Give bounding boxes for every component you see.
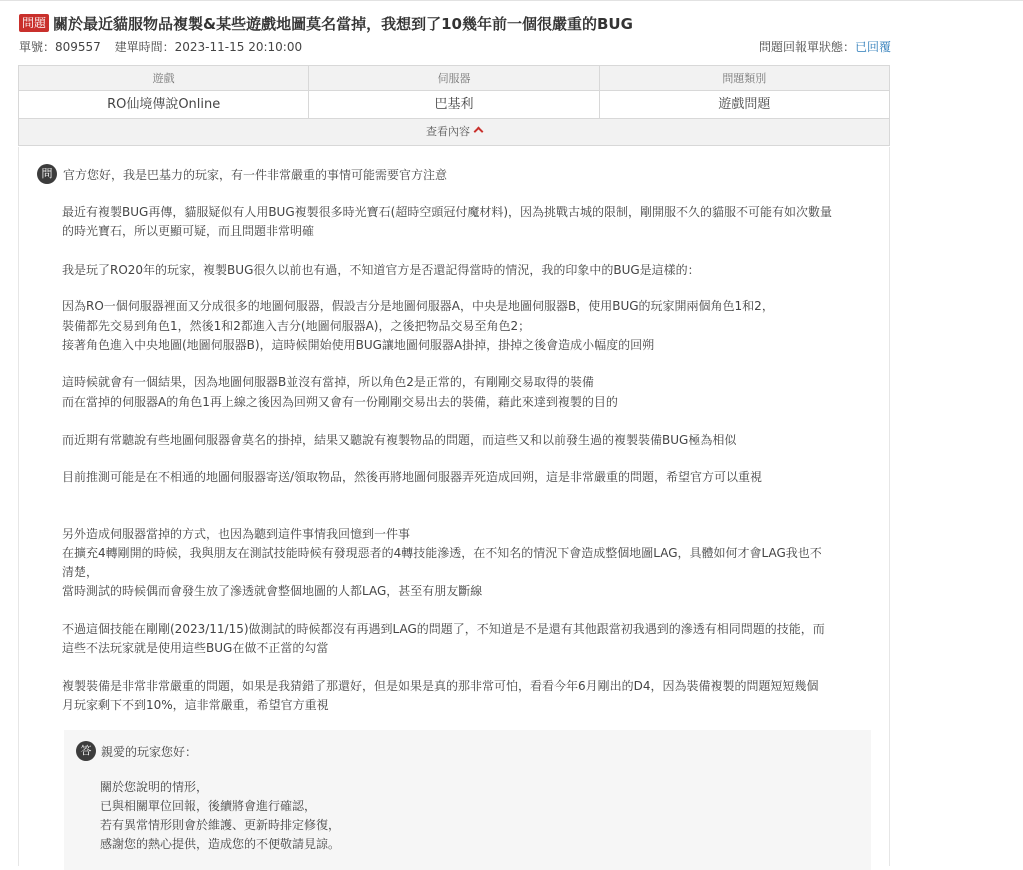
question-line: 而在當掉的伺服器A的角色1再上線之後因為回朔又會有一份剛剛交易出去的裝備，藉此來達到複製的目的 <box>62 395 618 409</box>
answer-line: 感謝您的熱心提供，造成您的不便敬請見諒。 <box>100 837 341 851</box>
answer-badge-icon: 答 <box>76 741 96 761</box>
header-game: 遊戲 <box>19 66 309 91</box>
question-line: 我是玩了RO20年的玩家，複製BUG很久以前也有過，不知道官方是否還記得當時的情況，我的印象中的BUG是這樣的： <box>62 263 700 277</box>
status-label: 問題回報單狀態： <box>758 40 855 54</box>
answer-line: 關於您說明的情形， <box>100 780 209 794</box>
ticket-number: 單號：809557 <box>19 40 101 54</box>
chevron-up-icon <box>474 127 484 137</box>
answer-greeting: 親愛的玩家您好： <box>101 745 198 759</box>
value-category: 遊戲問題 <box>600 91 889 119</box>
question-tag: 問題 <box>19 14 49 32</box>
question-line: 當時測試的時候偶而會發生放了滲透就會整個地圖的人都LAG，甚至有朋友斷線 <box>62 584 483 598</box>
question-line: 裝備都先交易到角色1，然後1和2都進入吉分(地圖伺服器A)，之後把物品交易至角色2； <box>62 319 531 333</box>
question-line: 最近有複製BUG再傳，貓服疑似有人用BUG複製很多時光寶石(超時空頭冠付魔材料)，因為挑戰古城的限制，剛開服不久的貓服不可能有如次數量 <box>62 205 832 219</box>
view-content-label: 查看內容 <box>426 125 470 138</box>
info-value-row <box>19 91 889 119</box>
question-line: 在擴充4轉剛開的時候，我與朋友在測試技能時候有發現惡者的4轉技能滲透，在不知名的情況下會造成整個地圖LAG，具體如何才會LAG我也不 <box>62 546 822 560</box>
question-line: 接著角色進入中央地圖(地圖伺服器B)，這時候開始使用BUG讓地圖伺服器A掛掉，掛掉之後會造成小幅度的回朔 <box>62 338 655 352</box>
value-server: 巴基利 <box>309 91 599 119</box>
info-header-row <box>19 66 889 91</box>
question-line: 而近期有常聽說有些地圖伺服器會莫名的掛掉，結果又聽說有複製物品的問題，而這些又和以前發生過的複製裝備BUG極為相似 <box>62 433 737 447</box>
question-line: 清楚， <box>62 565 99 579</box>
answer-line: 若有異常情形則會於維護、更新時排定修復， <box>100 818 341 832</box>
ticket-title: 關於最近貓服物品複製&某些遊戲地圖莫名當掉，我想到了10幾年前一個很嚴重的BUG <box>53 14 633 33</box>
ticket-content <box>18 147 890 866</box>
question-line: 另外造成伺服器當掉的方式，也因為聽到這件事情我回憶到一件事 <box>62 527 411 541</box>
ticket-info-table <box>18 65 890 146</box>
status-value: 已回覆 <box>854 40 891 54</box>
question-line: 因為RO一個伺服器裡面又分成很多的地圖伺服器，假設吉分是地圖伺服器A，中央是地圖伺服器B，使用BUG的玩家開兩個角色1和2， <box>62 299 774 313</box>
question-line: 複製裝備是非常非常嚴重的問題，如果是我猜錯了那還好，但是如果是真的那非常可怕，看看今年6月剛出的D4，因為裝備複製的問題短短幾個 <box>62 679 819 693</box>
header-category: 問題類別 <box>600 66 889 91</box>
question-line: 這時候就會有一個結果，因為地圖伺服器B並沒有當掉，所以角色2是正常的，有剛剛交易取得的裝備 <box>62 375 594 389</box>
question-line: 的時光寶石，所以更顯可疑，而且問題非常明確 <box>62 224 315 238</box>
question-line: 月玩家剩下不到10%，這非常嚴重，希望官方重視 <box>62 698 329 712</box>
answer-box <box>64 730 871 870</box>
ticket-title-row <box>19 11 633 35</box>
view-content-toggle[interactable] <box>19 119 889 145</box>
question-line: 目前推測可能是在不相通的地圖伺服器寄送/領取物品，然後再將地圖伺服器弄死造成回朔，這是非常嚴重的問題，希望官方可以重視 <box>62 470 763 484</box>
question-greeting: 官方您好，我是巴基力的玩家，有一件非常嚴重的事情可能需要官方注意 <box>63 168 448 182</box>
question-badge-icon: 問 <box>37 164 57 184</box>
ticket-meta <box>19 38 891 56</box>
header-server: 伺服器 <box>309 66 599 91</box>
ticket-created-time: 建單時間：2023-11-15 20:10:00 <box>114 40 303 54</box>
value-game: RO仙境傳說Online <box>19 91 309 119</box>
question-line: 這些不法玩家就是使用這些BUG在做不正當的勾當 <box>62 641 329 655</box>
top-divider <box>0 0 1023 1</box>
question-line: 不過這個技能在剛剛(2023/11/15)做測試的時候都沒有再遇到LAG的問題了，不知道是不是還有其他跟當初我遇到的滲透有相同問題的技能，而 <box>62 622 825 636</box>
ticket-status <box>759 38 891 55</box>
answer-line: 已與相關單位回報，後續將會進行確認， <box>100 799 317 813</box>
